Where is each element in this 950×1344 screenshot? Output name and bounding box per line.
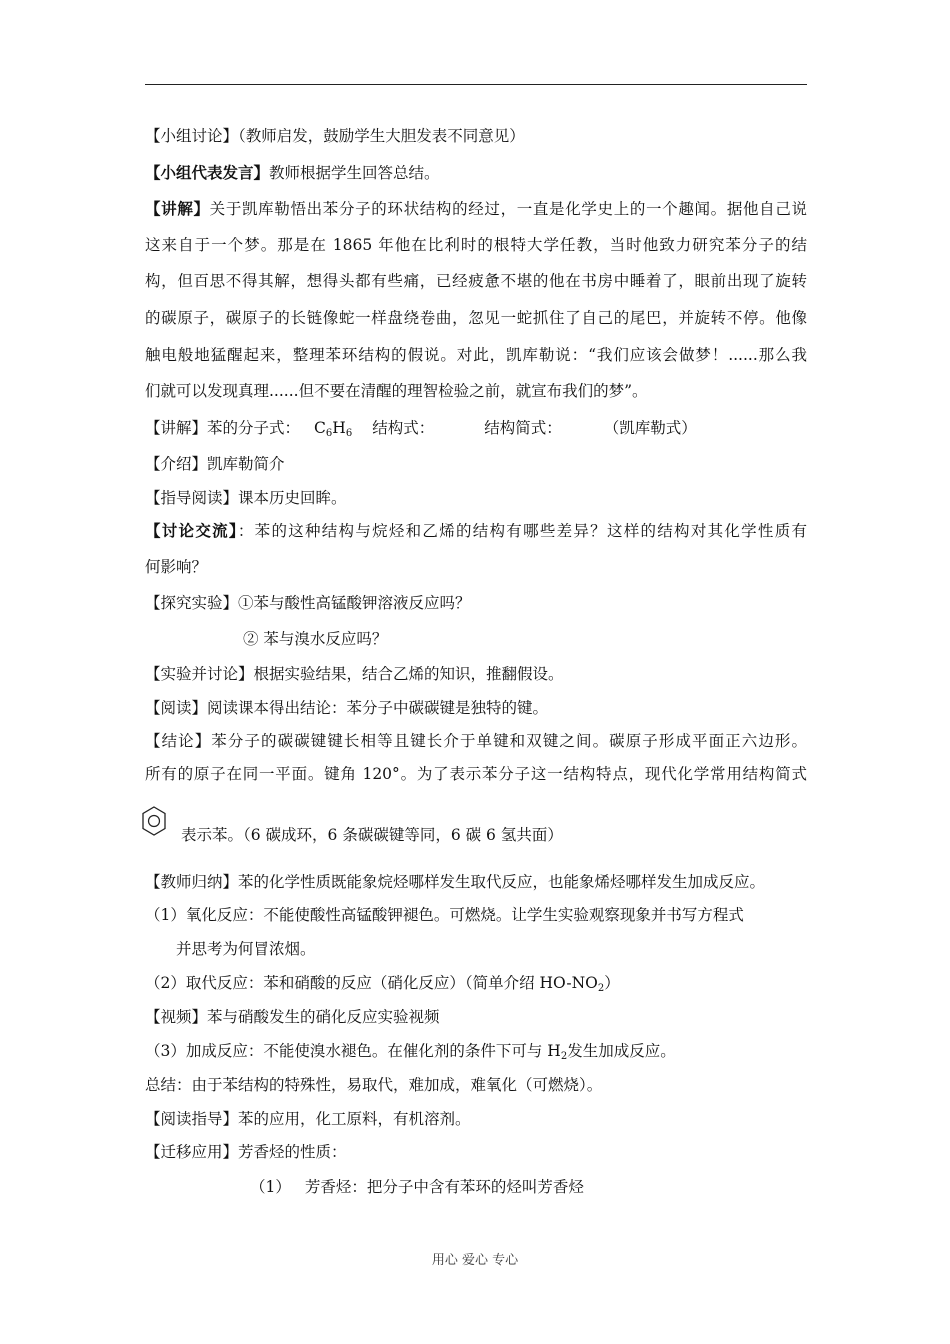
para-lecture-1: 【讲解】关于凯库勒悟出苯分子的环状结构的经过，一直是化学史上的一个趣闻。据他自己说 [145,199,807,218]
para-experiment-1: 【探究实验】①苯与酸性高锰酸钾溶液反应吗？ [145,594,471,612]
para-lecture-5: 触电般地猛醒起来，整理苯环结构的假说。对此，凯库勒说：“我们应该会做梦！......那么我 [145,346,807,364]
para-discussion-2: 何影响？ [145,558,208,576]
para-substitution: （2）取代反应：苯和硝酸的反应（硝化反应）（简单介绍 $HO-NO_2$） [145,974,620,994]
para-discussion-1: 【讨论交流】：苯的这种结构与烷烃和乙烯的结构有哪些差异？这样的结构对其化学性质有 [145,521,807,540]
para-oxidation-2: 并思考为何冒浓烟。 [176,940,316,958]
para-lecture-6: 们就可以发现真理......但不要在清醒的理智检验之前，就宣布我们的梦”。 [145,382,648,400]
benzene-ring-icon [141,806,167,836]
para-formula: 【讲解】苯的分子式： $C_6H_6$ 结构式： 结构简式： （凯库勒式） [145,419,697,439]
para-summary: 总结：由于苯结构的特殊性，易取代，难加成，难氧化（可燃烧）。 [145,1076,603,1094]
para-exp-discussion: 【实验并讨论】根据实验结果，结合乙烯的知识，推翻假设。 [145,665,564,683]
para-aromatic-def: （1） 芳香烃：把分子中含有苯环的烃叫芳香烃 [250,1178,584,1196]
para-application: 【迁移应用】芳香烃的性质： [145,1143,347,1161]
header-rule [145,84,807,85]
para-video: 【视频】苯与硝酸发生的硝化反应实验视频 [145,1008,440,1026]
para-conclusion-3: 表示苯。（6 碳成环，6 条碳碳键等同，6 碳 6 氢共面） [181,826,563,844]
para-lecture-2: 这来自于一个梦。那是在 1865 年他在比利时的根特大学任教，当时他致力研究苯分子的结 [145,236,807,254]
page-footer: 用心 爱心 专心 [431,1253,519,1268]
para-guided-reading: 【指导阅读】课本历史回眸。 [145,489,347,507]
para-addition: （3）加成反应：不能使溴水褪色。在催化剂的条件下可与 $H_2$发生加成反应。 [145,1042,676,1062]
para-oxidation-1: （1）氧化反应：不能使酸性高锰酸钾褪色。可燃烧。让学生实验观察现象并书写方程式 [145,906,744,924]
para-experiment-2: ② 苯与溴水反应吗？ [243,630,388,648]
para-conclusion-2: 所有的原子在同一平面。键角 120°。为了表示苯分子这一结构特点，现代化学常用结构简式 [145,765,807,783]
para-intro: 【介绍】凯库勒简介 [145,455,285,473]
para-conclusion-1: 【结论】苯分子的碳碳键键长相等且键长介于单键和双键之间。碳原子形成平面正六边形。 [145,732,807,750]
para-reading: 【阅读】阅读课本得出结论：苯分子中碳碳键是独特的键。 [145,699,549,717]
para-group-discussion: 【小组讨论】（教师启发，鼓励学生大胆发表不同意见） [145,127,525,145]
para-lecture-4: 的碳原子，碳原子的长链像蛇一样盘绕卷曲，忽见一蛇抓住了自己的尾巴，并旋转不停。他像 [145,309,807,327]
para-teacher-summary: 【教师归纳】苯的化学性质既能象烷烃哪样发生取代反应，也能象烯烃哪样发生加成反应。 [145,873,766,891]
para-lecture-3: 构，但百思不得其解，想得头都有些痛，已经疲惫不堪的他在书房中睡着了，眼前出现了旋转 [145,272,807,290]
para-reading-guide: 【阅读指导】苯的应用，化工原料，有机溶剂。 [145,1110,471,1128]
para-group-rep: 【小组代表发言】教师根据学生回答总结。 [145,163,440,182]
